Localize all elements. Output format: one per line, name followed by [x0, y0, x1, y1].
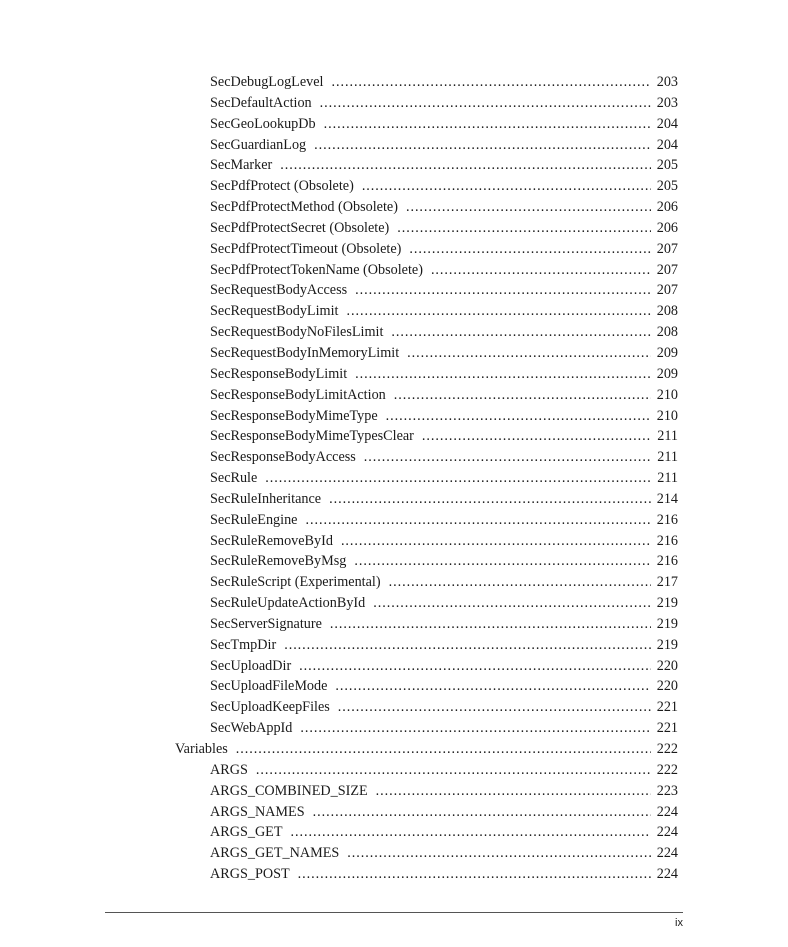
toc-entry-row	[210, 551, 678, 572]
toc-entry-page: 210	[656, 407, 678, 424]
toc-entry	[0, 781, 788, 802]
toc-entry-page: 220	[656, 657, 678, 674]
toc-entry-row	[210, 468, 678, 489]
toc-entry-row	[210, 531, 678, 552]
dot-leader	[280, 155, 651, 176]
toc-entry	[0, 510, 788, 531]
toc-entry-page: 208	[656, 324, 678, 341]
dot-leader	[407, 343, 651, 364]
toc-entry-row	[210, 114, 678, 135]
dot-leader	[386, 406, 651, 427]
dot-leader	[397, 218, 651, 239]
toc-entry-title: SecPdfProtect (Obsolete)	[210, 178, 354, 195]
toc-entry-row	[210, 176, 678, 197]
toc-entry-row	[210, 656, 678, 677]
toc-entry-title: SecResponseBodyLimitAction	[210, 386, 386, 403]
toc-entry	[0, 447, 788, 468]
toc-entry-title: ARGS_GET	[210, 824, 283, 841]
toc-entry-page: 219	[656, 615, 678, 632]
toc-entry	[0, 260, 788, 281]
dot-leader	[347, 843, 651, 864]
toc-entry-row	[210, 760, 678, 781]
toc-entry-row	[210, 72, 678, 93]
toc-entry-row	[210, 385, 678, 406]
toc-entry	[0, 802, 788, 823]
toc-entry-row	[210, 822, 678, 843]
toc-entry-page: 217	[656, 574, 678, 591]
dot-leader	[389, 572, 651, 593]
toc-entry-row	[210, 781, 678, 802]
toc-entry	[0, 614, 788, 635]
toc-entry	[0, 426, 788, 447]
dot-leader	[256, 760, 651, 781]
toc-entry-page: 209	[656, 365, 678, 382]
toc-entry-title: ARGS	[210, 761, 248, 778]
toc-entry-title: SecRequestBodyInMemoryLimit	[210, 344, 400, 361]
toc-entry-page: 204	[656, 115, 678, 132]
toc-entry-row	[210, 406, 678, 427]
toc-entry-page: 207	[656, 240, 678, 257]
toc-entry	[0, 114, 788, 135]
toc-entry-row	[210, 155, 678, 176]
toc-entry-page: 219	[656, 595, 678, 612]
dot-leader	[291, 822, 651, 843]
dot-leader	[299, 656, 651, 677]
dot-leader	[391, 322, 651, 343]
toc-entry-title: ARGS_POST	[210, 866, 290, 883]
toc-entry	[0, 739, 788, 760]
toc-entry-row	[210, 322, 678, 343]
toc-entry-title: SecGeoLookupDb	[210, 115, 316, 132]
toc-entry-page: 205	[656, 178, 678, 195]
toc-entry-title: SecRuleUpdateActionById	[210, 595, 366, 612]
dot-leader	[305, 510, 651, 531]
toc-entry-page: 206	[656, 219, 678, 236]
dot-leader	[346, 301, 651, 322]
toc-entry-page: 205	[656, 157, 678, 174]
toc-entry-title: ARGS_GET_NAMES	[210, 845, 340, 862]
toc-entry-row	[210, 197, 678, 218]
toc-entry	[0, 593, 788, 614]
toc-entry-title: SecMarker	[210, 157, 273, 174]
toc-entry	[0, 864, 788, 885]
toc-entry	[0, 385, 788, 406]
toc-entry	[0, 343, 788, 364]
toc-entry-row	[210, 218, 678, 239]
table-of-contents	[0, 72, 788, 885]
dot-leader	[394, 385, 651, 406]
toc-entry-row	[210, 489, 678, 510]
dot-leader	[364, 447, 651, 468]
toc-entry	[0, 468, 788, 489]
toc-entry-row	[210, 280, 678, 301]
dot-leader	[284, 635, 651, 656]
dot-leader	[330, 614, 651, 635]
toc-entry-title: SecRequestBodyLimit	[210, 303, 339, 320]
toc-entry-page: 211	[657, 449, 678, 466]
toc-entry-page: 214	[656, 490, 678, 507]
toc-entry-page: 216	[656, 553, 678, 570]
toc-entry-title: SecUploadDir	[210, 657, 292, 674]
dot-leader	[422, 426, 651, 447]
dot-leader	[324, 114, 651, 135]
toc-entry-row	[210, 364, 678, 385]
toc-entry	[0, 676, 788, 697]
toc-entry-page: 210	[656, 386, 678, 403]
dot-leader	[236, 739, 651, 760]
toc-entry	[0, 135, 788, 156]
toc-entry-row	[210, 447, 678, 468]
dot-leader	[354, 551, 651, 572]
dot-leader	[313, 802, 651, 823]
toc-entry	[0, 635, 788, 656]
toc-entry-title: SecTmpDir	[210, 636, 277, 653]
toc-entry	[0, 531, 788, 552]
toc-entry-page: 224	[656, 866, 678, 883]
toc-entry-page: 223	[656, 782, 678, 799]
toc-entry-page: 207	[656, 282, 678, 299]
toc-entry-page: 224	[656, 824, 678, 841]
toc-entry	[0, 280, 788, 301]
toc-entry-title: SecUploadKeepFiles	[210, 699, 330, 716]
toc-entry-row	[175, 739, 678, 760]
toc-entry-page: 222	[656, 761, 678, 778]
toc-entry-title: SecResponseBodyMimeType	[210, 407, 378, 424]
toc-entry	[0, 322, 788, 343]
toc-entry	[0, 176, 788, 197]
toc-entry	[0, 93, 788, 114]
toc-entry	[0, 72, 788, 93]
toc-entry-page: 219	[656, 636, 678, 653]
toc-entry-row	[210, 802, 678, 823]
toc-entry-page: 208	[656, 303, 678, 320]
toc-entry-title: SecGuardianLog	[210, 136, 307, 153]
dot-leader	[373, 593, 651, 614]
toc-entry-row	[210, 843, 678, 864]
toc-entry-title: SecRuleRemoveById	[210, 532, 333, 549]
dot-leader	[355, 280, 651, 301]
toc-entry	[0, 489, 788, 510]
toc-entry	[0, 155, 788, 176]
toc-entry-page: 211	[657, 428, 678, 445]
toc-entry	[0, 760, 788, 781]
dot-leader	[362, 176, 651, 197]
toc-entry	[0, 239, 788, 260]
toc-entry-title: SecRuleEngine	[210, 511, 298, 528]
toc-entry-page: 211	[657, 470, 678, 487]
toc-entry-title: SecDefaultAction	[210, 94, 312, 111]
toc-entry	[0, 656, 788, 677]
toc-entry-title: Variables	[175, 741, 228, 757]
footer-divider	[105, 912, 683, 913]
toc-entry-title: ARGS_NAMES	[210, 803, 305, 820]
dot-leader	[431, 260, 651, 281]
toc-entry-title: SecPdfProtectSecret (Obsolete)	[210, 219, 390, 236]
dot-leader	[376, 781, 651, 802]
toc-entry-row	[210, 343, 678, 364]
toc-entry-title: SecRequestBodyNoFilesLimit	[210, 324, 384, 341]
toc-entry-title: SecPdfProtectTokenName (Obsolete)	[210, 261, 423, 278]
toc-entry-title: SecServerSignature	[210, 615, 322, 632]
toc-entry-page: 222	[656, 741, 678, 757]
toc-entry-row	[210, 593, 678, 614]
toc-entry-row	[210, 93, 678, 114]
toc-entry-page: 203	[656, 74, 678, 90]
toc-entry-title: SecPdfProtectMethod (Obsolete)	[210, 199, 398, 216]
toc-entry-page: 216	[656, 532, 678, 549]
toc-entry-row	[210, 510, 678, 531]
toc-entry-row	[210, 301, 678, 322]
toc-entry-page: 209	[656, 344, 678, 361]
dot-leader	[320, 93, 651, 114]
toc-entry-row	[210, 260, 678, 281]
toc-entry-row	[210, 135, 678, 156]
toc-entry	[0, 843, 788, 864]
toc-entry-page: 224	[656, 803, 678, 820]
toc-entry-row	[210, 614, 678, 635]
toc-entry-title: SecRequestBodyAccess	[210, 282, 348, 299]
toc-entry-page: 203	[656, 94, 678, 111]
dot-leader	[314, 135, 651, 156]
toc-entry-title: SecRule	[210, 470, 258, 487]
toc-entry-page: 207	[656, 261, 678, 278]
toc-entry-row	[210, 864, 678, 885]
toc-entry-title: SecUploadFileMode	[210, 678, 328, 695]
toc-entry-title: SecResponseBodyAccess	[210, 449, 356, 466]
toc-entry-page: 220	[656, 678, 678, 695]
toc-entry-title: SecDebugLogLevel	[210, 74, 324, 90]
dot-leader	[341, 531, 651, 552]
toc-entry-title: SecWebAppId	[210, 720, 293, 737]
toc-entry-title: SecResponseBodyLimit	[210, 365, 348, 382]
dot-leader	[335, 676, 651, 697]
dot-leader	[338, 697, 651, 718]
toc-entry	[0, 406, 788, 427]
toc-entry-row	[210, 426, 678, 447]
toc-entry-page: 221	[656, 699, 678, 716]
dot-leader	[409, 239, 651, 260]
dot-leader	[265, 468, 651, 489]
toc-entry-row	[210, 572, 678, 593]
toc-entry	[0, 364, 788, 385]
toc-entry	[0, 197, 788, 218]
toc-entry	[0, 697, 788, 718]
page-number: ix	[675, 917, 683, 929]
toc-entry-row	[210, 635, 678, 656]
toc-entry-row	[210, 239, 678, 260]
dot-leader	[355, 364, 651, 385]
toc-entry-title: SecRuleScript (Experimental)	[210, 574, 381, 591]
toc-entry-row	[210, 697, 678, 718]
toc-entry-page: 204	[656, 136, 678, 153]
toc-entry-title: ARGS_COMBINED_SIZE	[210, 782, 368, 799]
toc-entry-page: 206	[656, 199, 678, 216]
dot-leader	[331, 72, 651, 93]
toc-entry-title: SecResponseBodyMimeTypesClear	[210, 428, 414, 445]
toc-entry-title: SecPdfProtectTimeout (Obsolete)	[210, 240, 402, 257]
dot-leader	[300, 718, 651, 739]
toc-entry-page: 221	[656, 720, 678, 737]
toc-entry-row	[210, 676, 678, 697]
dot-leader	[298, 864, 651, 885]
toc-entry	[0, 718, 788, 739]
toc-entry-row	[210, 718, 678, 739]
toc-entry	[0, 301, 788, 322]
toc-entry-title: SecRuleRemoveByMsg	[210, 553, 347, 570]
dot-leader	[329, 489, 651, 510]
toc-entry-page: 224	[656, 845, 678, 862]
toc-entry	[0, 572, 788, 593]
toc-entry	[0, 822, 788, 843]
toc-entry	[0, 551, 788, 572]
toc-entry-page: 216	[656, 511, 678, 528]
toc-entry	[0, 218, 788, 239]
toc-entry-title: SecRuleInheritance	[210, 490, 322, 507]
dot-leader	[406, 197, 651, 218]
